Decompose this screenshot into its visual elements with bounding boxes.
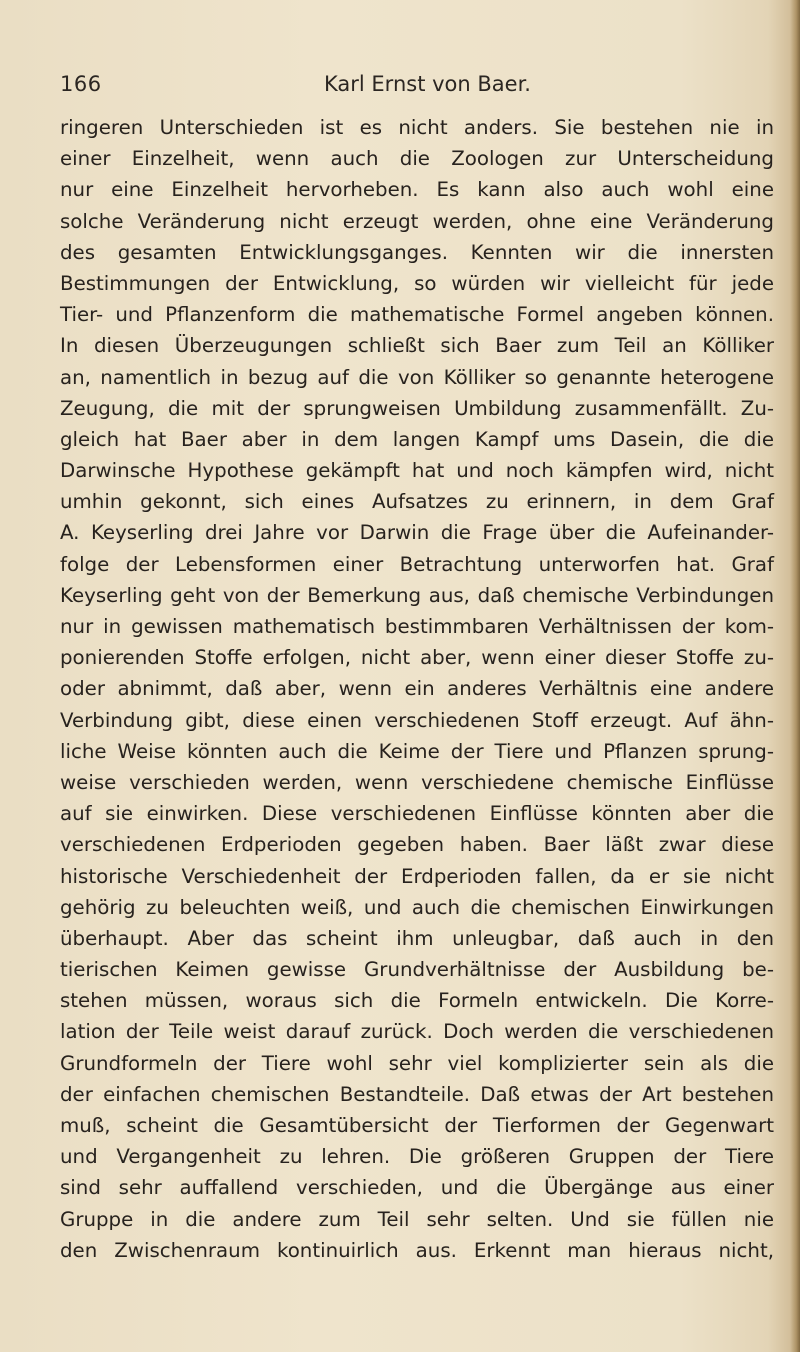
text-line: und Vergangenheit zu lehren. Die größeren Gruppen der Tiere <box>60 1145 774 1169</box>
text-line: der einfachen chemischen Bestandteile. Daß etwas der Art bestehen <box>60 1082 774 1106</box>
text-line: Gruppe in die andere zum Teil sehr selten. Und sie füllen nie <box>60 1207 774 1231</box>
text-line: A. Keyserling drei Jahre vor Darwin die Frage über die Aufeinander- <box>60 521 774 545</box>
text-line: nur in gewissen mathematisch bestimmbaren Verhältnissen der kom- <box>60 615 774 638</box>
text-line: umhin gekonnt, sich eines Aufsatzes zu erinnern, in dem Graf <box>60 490 774 514</box>
text-line: In diesen Überzeugungen schließt sich Baer zum Teil an Kölliker <box>60 334 774 358</box>
text-line: Darwinsche Hypothese gekämpft hat und noch kämpfen wird, nicht <box>60 459 774 483</box>
text-line: des gesamten Entwicklungsganges. Kennten wir die innersten <box>60 240 774 264</box>
text-line: stehen müssen, woraus sich die Formeln entwickeln. Die Korre- <box>60 989 774 1013</box>
text-line: oder abnimmt, daß aber, wenn ein anderes Verhältnis eine andere <box>60 677 774 701</box>
text-line: tierischen Keimen gewisse Grundverhältnisse der Ausbildung be- <box>60 958 774 982</box>
text-line: verschiedenen Erdperioden gegeben haben. Baer läßt zwar diese <box>60 833 774 857</box>
body-text <box>60 112 774 1266</box>
running-title: Karl Ernst von Baer. <box>324 72 531 96</box>
page-number: 166 <box>60 72 102 96</box>
text-line: weise verschieden werden, wenn verschiedene chemische Einflüsse <box>60 770 774 794</box>
text-line: Keyserling geht von der Bemerkung aus, daß chemische Verbindungen <box>60 583 774 607</box>
text-line: an, namentlich in bezug auf die von Kölliker so genannte heterogene <box>60 365 774 389</box>
text-line: ringeren Unterschieden ist es nicht anders. Sie bestehen nie in <box>60 116 774 139</box>
text-line: liche Weise könnten auch die Keime der Tiere und Pflanzen sprung- <box>60 739 774 763</box>
text-line: muß, scheint die Gesamtübersicht der Tierformen der Gegenwart <box>60 1114 774 1137</box>
text-line: solche Veränderung nicht erzeugt werden, ohne eine Veränderung <box>60 209 774 233</box>
text-line: sind sehr auffallend verschieden, und die Übergänge aus einer <box>60 1176 774 1200</box>
text-line: überhaupt. Aber das scheint ihm unleugbar, daß auch in den <box>60 926 774 950</box>
page-header <box>60 72 760 108</box>
text-line: nur eine Einzelheit hervorheben. Es kann also auch wohl eine <box>60 178 774 202</box>
text-line: auf sie einwirken. Diese verschiedenen Einflüsse könnten aber die <box>60 802 774 826</box>
text-line: Tier- und Pflanzenform die mathematische Formel angeben können. <box>60 303 774 327</box>
text-line: Zeugung, die mit der sprungweisen Umbildung zusammenfällt. Zu- <box>60 396 774 420</box>
text-line: Grundformeln der Tiere wohl sehr viel komplizierter sein als die <box>60 1051 774 1075</box>
text-line: einer Einzelheit, wenn auch die Zoologen zur Unterscheidung <box>60 147 774 171</box>
text-line: gleich hat Baer aber in dem langen Kampf ums Dasein, die die <box>60 427 774 451</box>
text-line: den Zwischenraum kontinuirlich aus. Erkennt man hieraus nicht, <box>60 1238 774 1262</box>
page-edge-shadow <box>790 0 800 1352</box>
text-line: historische Verschiedenheit der Erdperioden fallen, da er sie nicht <box>60 864 774 888</box>
text-line: folge der Lebensformen einer Betrachtung unterworfen hat. Graf <box>60 552 774 576</box>
text-line: Verbindung gibt, diese einen verschiedenen Stoff erzeugt. Auf ähn- <box>60 708 774 732</box>
text-line: lation der Teile weist darauf zurück. Doch werden die verschiedenen <box>60 1020 774 1044</box>
text-line: gehörig zu beleuchten weiß, und auch die chemischen Einwirkungen <box>60 895 774 919</box>
text-line: Bestimmungen der Entwicklung, so würden wir vielleicht für jede <box>60 271 774 295</box>
text-line: ponierenden Stoffe erfolgen, nicht aber, wenn einer dieser Stoffe zu- <box>60 646 774 670</box>
